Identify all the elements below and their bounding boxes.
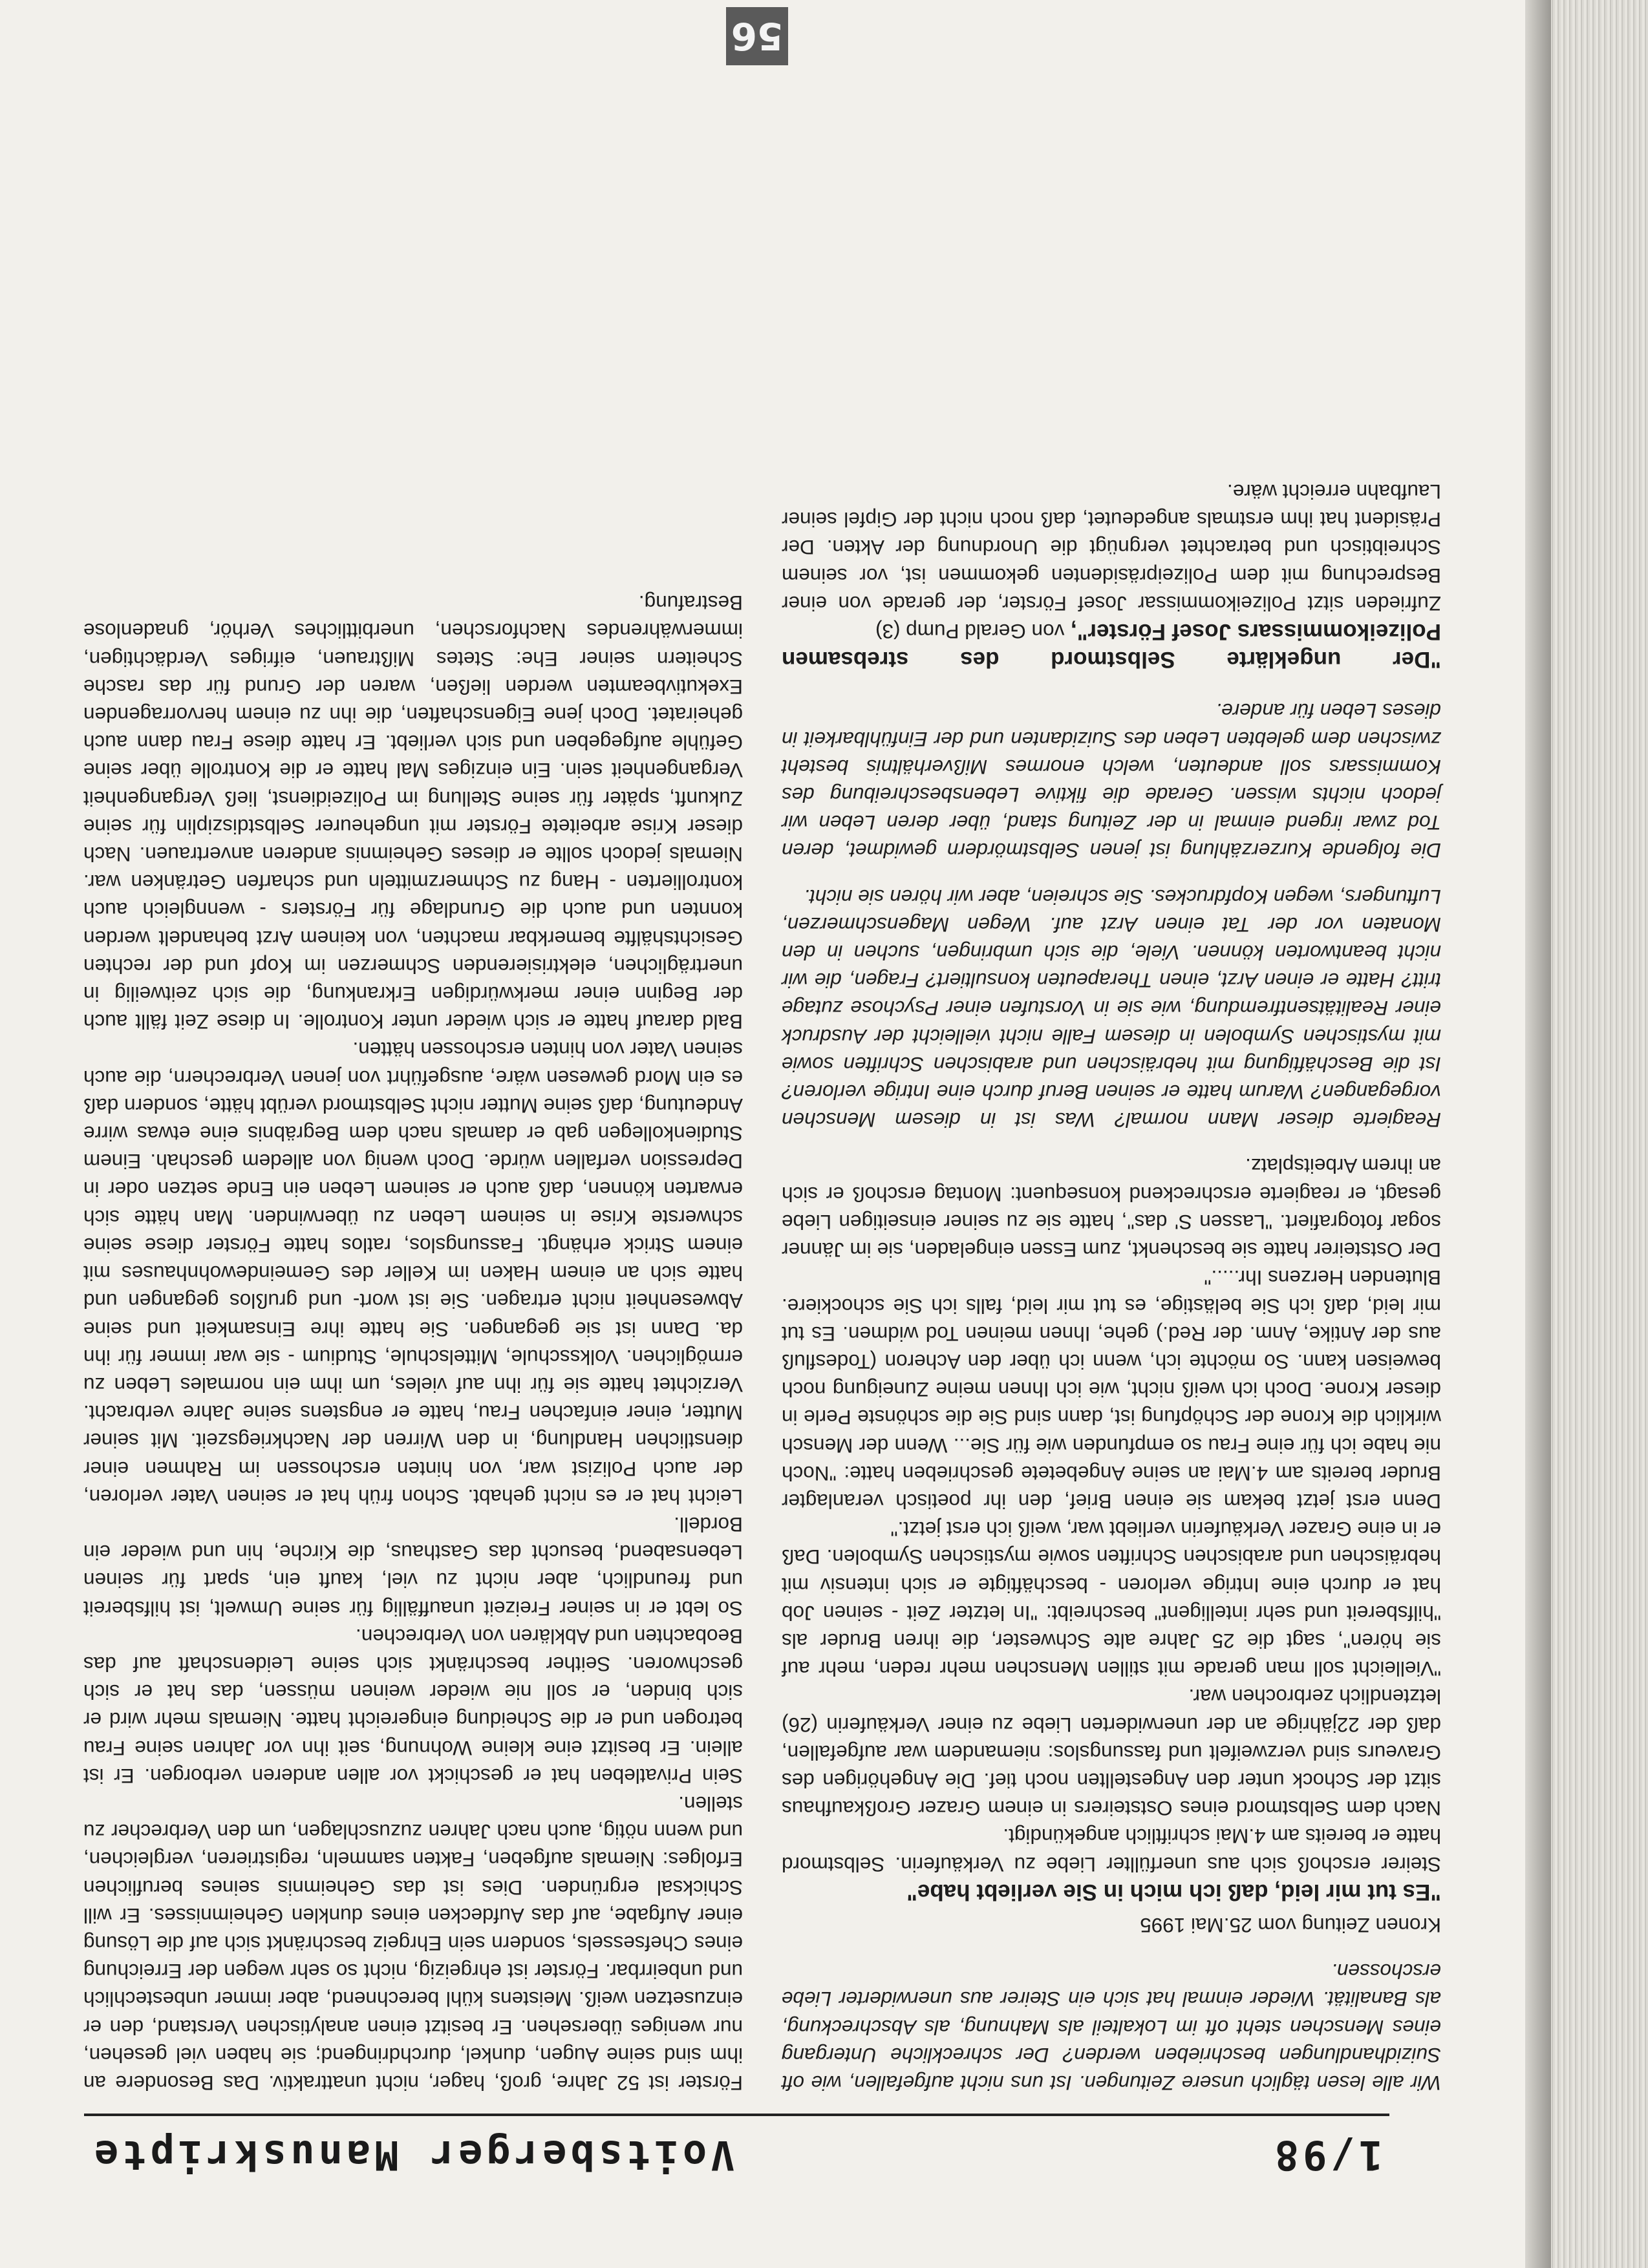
paragraph: Bald darauf hatte er sich wieder unter Kontrolle. In diese Zeit fällt auch der Beginn einer merkwürdigen Erkrankung, die sich zeitweilig in unerträglichen, elektrisierenden Schmerzen im Kopf und der rechten Gesichtshälfte bemerkbar machten, von keinem Arzt behandelt werden konnten und auch die Grundlage für Försters - wenngleich auch kontrollierten - Hang zu Schmerzmitteln und scharfen Getränken war. Niemals jedoch sollte er dieses Geheimnis anderen anvertrauen. Nach dieser Krise arbeitete Förster mit ungeheurer Selbstdisziplin für seine Zukunft, später für seine Stellung im Polizeidienst, ließ Vergangenheit Vergangenheit sein. Ein einziges Mal hatte er die Kontrolle über seine Gefühle aufgegeben und sich verliebt. Er hatte diese Frau dann auch geheiratet. Doch jene Eigenschaften, die ihn zu einem hervorragenden Exekutivbeamten werden ließen, waren der Grund für das rasche Scheitern seiner Ehe: Stetes Mißtrauen, eifriges Verdächtigen, immerwährendes Nachforschen, unerbittliches Verhör, gnadenlose Bestrafung.: [83, 591, 743, 1034]
left-column: [782, 478, 1441, 2097]
story-author: von Gerald Pump (3): [875, 620, 1065, 644]
paragraph: Der Oststeirer hatte sie beschenkt, zum Essen eingeladen, sie im Jänner sogar fotografiert. "Lassen S' das", hatte sie zu seiner einseitigen Liebe gesagt, er reagierte erschreckend konsequent: Montag erschoß er sich an ihrem Arbeitsplatz.: [782, 1154, 1441, 1262]
paragraph: Nach dem Selbstmord eines Oststeirers in einem Grazer Großkaufhaus sitzt der Schock unter den Angestellten noch tief. Die Angehörigen des Graveurs sind verzweifelt und fassungslos: niemandem war aufgefallen, daß der 22jährige an der unerwiderten Liebe zu einer Verkäuferin (26) letztendlich zerbrochen war.: [782, 1685, 1441, 1821]
paragraph: So lebt er in seiner Freizeit unauffällig für seine Umwelt, ist hilfsbereit und freundlich, aber nicht zu viel, kauft ein, spart für seinen Lebensabend, besucht das Gasthaus, die Kirche, hin und wieder ein Bordell.: [83, 1512, 743, 1620]
magazine-title: Voitsberger Manuskripte: [91, 2132, 735, 2179]
paragraph: Zufrieden sitzt Polizeikommissar Josef Förster, der gerade von einer Besprechung mit dem Polizeipräsidenten gekommen ist, vor seinem Schreibtisch und betrachtet vergnügt die Unordnung der Akten. Der Präsident hat ihm erstmals angedeutet, daß noch nicht der Gipfel seiner Laufbahn erreicht wäre.: [782, 480, 1441, 615]
issue-number: 1/98: [1270, 2132, 1383, 2179]
paragraph: Leicht hat er es nicht gehabt. Schon früh hat er seinen Vater verloren, der auch Polizist war, von hinten erschossen im Rahmen einer dienstlichen Handlung, in den Wirren der Nachkriegszeit. Mit seiner Mutter, einer einfachen Frau, hatte er engstens seine Jahre verbracht. Verzichtet hatte sie für ihn auf vieles, um ihm ein normales Leben zu ermöglichen. Volksschule, Mittelschule, Studium - sie war immer für ihn da. Dann ist sie gegangen. Sie hatte ihre Einsamkeit und seine Abwesenheit nicht ertragen. Sie ist wort- und grußlos gegangen und hatte sich an einem Haken im Keller des Gemeindewohnhauses mit einem Strick erhängt. Fassungslos, ratlos hatte Förster diese seine schwerste Krise in seinem Leben zu überwinden. Man hätte sich erwarten können, daß auch er seinem Leben ein Ende setzen oder in Depression verfallen würde. Doch wenig von alledem geschah. Einem Studienkollegen gab er damals nach dem Begräbnis eine etwas wirre Andeutung, daß seine Mutter nicht Selbstmord verübt hätte, sondern daß es ein Mord gewesen wäre, ausgeführt von jenen Verbrechern, die auch seinen Vater von hinten erschossen hätten.: [83, 1038, 743, 1509]
binding-shadow: [1525, 0, 1551, 2268]
intro-paragraph: Wir alle lesen täglich unsere Zeitungen. Ist uns nicht aufgefallen, wie oft Suizidhandlungen beschrieben werden? Der schreckliche Untergang eines Menschen steht oft im Lokalteil als Mahnung, als Abschreckung, als Banalität. Wieder einmal hat sich ein Steirer aus unerwiderter Liebe erschossen.: [782, 1960, 1441, 2095]
commentary-paragraph: Die folgende Kurzerzählung ist jenen Selbstmördern gewidmet, deren Tod zwar irgend einmal in der Zeitung stand, über deren Leben wir jedoch nichts wissen. Gerade die fiktive Lebensbeschreibung des Kommissars soll andeuten, welch enormes Mißverhältnis besteht zwischen dem gelebten Leben des Suizidanten und der Einfühlbarkeit in dieses Leben für andere.: [782, 699, 1441, 863]
newspaper-headline: "Es tut mir leid, daß ich mich in Sie verliebt habe": [906, 1879, 1441, 1905]
newspaper-source: Kronen Zeitung vom 25.Mai 1995: [1140, 1913, 1441, 1937]
story-title: "Der ungeklärte Selbstmord des strebsamen Polizeikommissars Josef Förster",: [782, 619, 1441, 673]
commentary-paragraph: Reagierte dieser Mann normal? Was ist in diesem Menschen vorgegangen? Warum hatte er seinen Beruf durch eine Intrige verloren? Ist die Beschäftigung mit hebräischen und arabischen Schriften sowie mit mystischen Symbolen in diesem Falle nicht vielleicht der Ausdruck einer Realitätsentfremdung, wie sie in Vorstufen einer Psychose zutage tritt? Hatte er einen Arzt, einen Therapeuten konsultiert? Fragen, die wir nicht beantworten können. Viele, die sich umbringen, suchen in den Monaten vor der Tat einen Arzt auf. Wegen Magenschmerzen, Luftungers, wegen Kopfdruckes. Sie schreien, aber wir hören sie nicht.: [782, 885, 1441, 1132]
paragraph: "Vielleicht soll man gerade mit stillen Menschen mehr reden, mehr auf sie hören", sagt die 25 Jahre alte Schwester, die ihren Bruder als "hilfsbereit und sehr intelligent" beschreibt: "In letzter Zeit - seinen Job hat er durch eine Intrige verloren - beschäftigte er sich intensiv mit hebräischen und arabischen Schriften sowie mystischen Symbolen. Daß er in eine Grazer Verkäuferin verliebt war, weiß ich erst jetzt.": [782, 1518, 1441, 1681]
page-number: 56: [726, 7, 788, 65]
page-edge-stack: [1551, 0, 1648, 2268]
paragraph: Denn erst jetzt bekam sie einen Brief, den ihr poetisch veranlagter Bruder bereits am 4.Mai an seine Angebetete geschrieben hatte: "Noch nie habe ich für eine Frau so empfunden wie für Sie... Wenn der Mensch wirklich die Krone der Schöpfung ist, dann sind Sie die schönste Perle in dieser Krone. Doch ich weiß nicht, wie ich Ihnen meine Zuneigung noch beweisen kann. So möchte ich, wenn ich über den Acheron (Todesfluß aus der Antike, Anm. der Red.) gehe, Ihnen meinen Tod widmen. Es tut mir leid, daß ich Sie belästige, es tut mir leid, falls ich Sie schockiere. Blutenden Herzens Ihr.....": [782, 1266, 1441, 1513]
right-column: [83, 589, 743, 2097]
paragraph: Förster ist 52 Jahre, groß, hager, nicht unattraktiv. Das Besondere an ihm sind seine Augen, dunkel, durchdringend; sie haben viel gesehen, nur weniges übersehen. Er besitzt einen analytischen Verstand, den er einzusetzen weiß. Meistens kühl berechnend, aber immer unbestechlich und unbeirrbar. Förster ist ehrgeizig, nicht so sehr wegen der Erreichung eines Chefsessels, sondern sein Ehrgeiz beschränkt sich auf die Lösung einer Aufgabe, auf das Aufdecken eines dunklen Geheimnisses. Er will Schicksal ergründen. Dies ist das Geheimnis seines beruflichen Erfolges: Niemals aufgeben, Fakten sammeln, registrieren, vergleichen, und wenn nötig, auch nach Jahren zuzuschlagen, um den Verbrecher zu stellen.: [83, 1792, 743, 2095]
paragraph: Steirer erschoß sich aus unerfüllter Liebe zu Verkäuferin. Selbstmord hatte er bereits am 4.Mai schriftlich angekündigt.: [782, 1825, 1441, 1876]
story-headline: [782, 617, 1441, 673]
header-rule: [84, 2114, 1389, 2116]
paragraph: Sein Privatleben hat er geschickt vor allen anderen verborgen. Er ist allein. Er besitzt eine kleine Wohnung, seit ihn vor Jahren seine Frau betrogen und er die Scheidung eingereicht hatte. Niemals mehr wird er sich binden, er soll nie wieder weinen müssen, das hat er sich geschworen. Seither beschränkt sich seine Leidenschaft auf das Beobachten und Abklären von Verbrechen.: [83, 1624, 743, 1788]
